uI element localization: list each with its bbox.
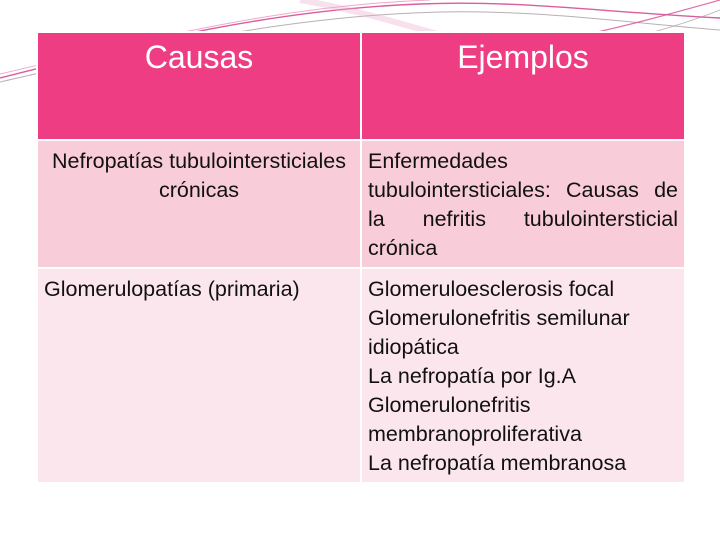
example-item: Glomerulonefritis membranoproliferativa: [368, 393, 582, 446]
examples-cell: Enfermedades tubulointersticiales: Causas de la nefritis tubulointersticial crónica: [361, 140, 685, 268]
header-causas: Causas: [37, 32, 361, 140]
example-item: Glomeruloesclerosis focal: [368, 277, 615, 301]
example-item: Glomerulonefritis semilunar idiopática: [368, 306, 630, 359]
table-row: [37, 268, 685, 483]
table-row: [37, 140, 685, 268]
header-ejemplos: Ejemplos: [361, 32, 685, 140]
examples-cell: [361, 268, 685, 483]
causes-table: [36, 31, 686, 484]
example-item: La nefropatía membranosa: [368, 451, 627, 475]
cause-cell: Glomerulopatías (primaria): [37, 268, 361, 483]
header-row: [37, 32, 685, 140]
cause-cell: Nefropatías tubulointersticiales crónicas: [37, 140, 361, 268]
example-item: La nefropatía por Ig.A: [368, 364, 576, 388]
